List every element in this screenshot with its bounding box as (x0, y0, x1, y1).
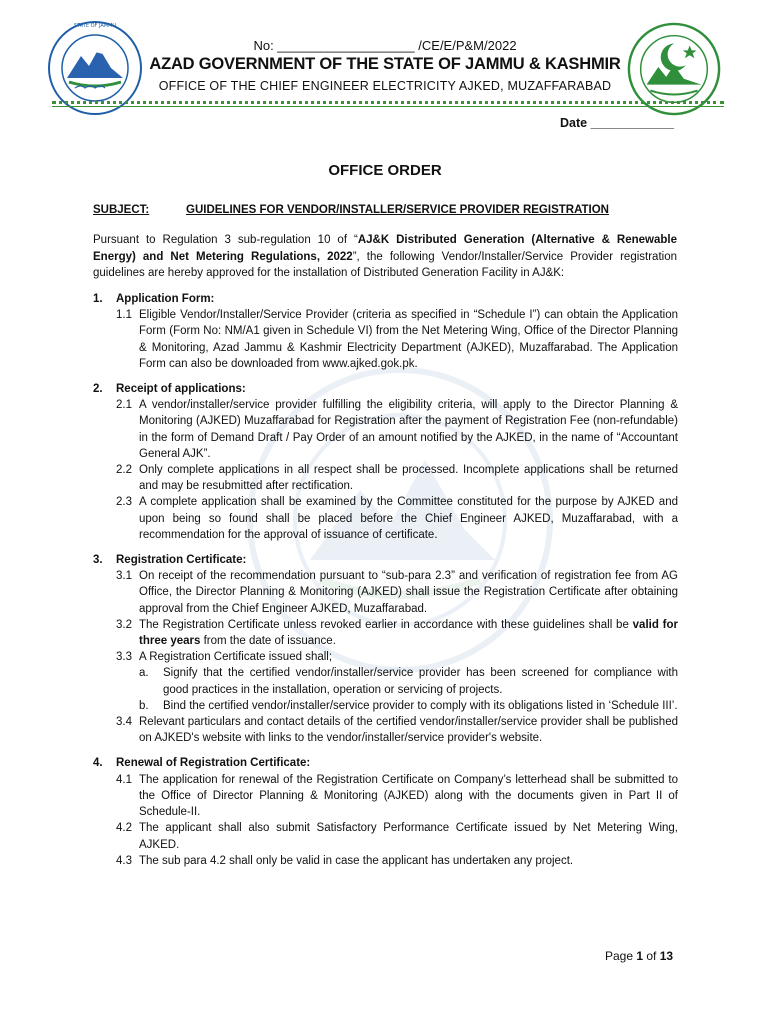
section-number: 2. (93, 383, 103, 396)
clause-text: The sub para 4.2 shall only be valid in case the applicant has undertaken any project. (139, 854, 574, 867)
page-of-label: of (643, 949, 660, 963)
intro-text-start: Pursuant to Regulation 3 sub-regulation 10 of “ (93, 234, 358, 246)
clause-text: Only complete applications in all respect shall be processed. Incomplete applications shall be returned and may be resubmitted after rectification. (139, 464, 678, 493)
section-title: Renewal of Registration Certificate: (116, 757, 311, 770)
section-number: 1. (93, 293, 103, 305)
clause (93, 820, 678, 852)
clause-text: On receipt of the recommendation pursuant to “sub-para 2.3” and verification of registration fee from AG Office, the Director Planning & Monitoring (AJKED) shall issue the Registration Certificate after obtaining approval from the Chief Engineer AJKED, Muzaffarabad. (139, 570, 678, 615)
clause-text-end: from the date of issuance. (200, 635, 336, 648)
clause-number: 3.1 (116, 570, 132, 583)
clause-text: Eligible Vendor/Installer/Service Provider (criteria as specified in “Schedule I”) can obtain the Application Form (Form No: NM/A1 given in Schedule VI) from the Net Metering Wing, Office of the Director Planning & Monitoring, Azad Jammu & Kashmir Electricity Department (AJKED), Muzaffarabad. The Application Form can also be downloaded from www.ajked.gok.pk. (139, 309, 678, 370)
intro-text-end: ”, the following Vendor/Installer/Service Provider registration guidelines are hereby approved for the installation of Distributed Generation Facility in AJ&K: (93, 250, 677, 279)
page-number (605, 949, 673, 963)
clause-text: A Registration Certificate issued shall; (139, 651, 333, 664)
clause (93, 714, 678, 746)
section-number: 3. (93, 554, 103, 567)
clause-text: The application for renewal of the Registration Certificate on Company’s letterhead shall be submitted to the Office of Director Planning & Monitoring (AJKED) along with the documents given in Part II of Schedule-II. (139, 773, 678, 819)
clause-number: 4.1 (116, 773, 132, 786)
section-heading (93, 755, 678, 771)
clause (93, 494, 678, 543)
section-heading (93, 381, 678, 397)
clause-number: 2.2 (116, 464, 132, 477)
clause-number: 1.1 (116, 309, 132, 322)
section-registration-certificate (93, 552, 678, 746)
clause-number: 4.2 (116, 822, 132, 835)
order-title: OFFICE ORDER (328, 162, 442, 179)
clause-number: 3.3 (116, 651, 132, 664)
clause-text-start: The Registration Certificate unless revoked earlier in accordance with these guidelines shall be (139, 618, 633, 631)
item-letter: b. (139, 699, 149, 712)
subject-label: SUBJECT: (93, 204, 150, 216)
section-renewal (93, 755, 678, 868)
list-item (93, 665, 678, 697)
clause (93, 307, 678, 372)
section-heading (93, 291, 678, 307)
clause-number: 3.2 (116, 618, 132, 631)
clause (93, 568, 678, 617)
svg-text:STATE OF JAMMU: STATE OF JAMMU (73, 23, 117, 29)
office-name: OFFICE OF THE CHIEF ENGINEER ELECTRICITY AJKED, MUZAFFARABAD (158, 79, 612, 93)
sections-list (93, 291, 678, 878)
clause (93, 462, 678, 494)
clause-text (139, 617, 678, 649)
intro-paragraph (93, 232, 677, 282)
header-divider-line (52, 106, 724, 107)
section-title: Application Form: (116, 293, 215, 305)
clause (93, 617, 678, 649)
item-letter: a. (139, 667, 149, 680)
section-application-form (93, 291, 678, 372)
clause-text: Relevant particulars and contact details of the certified vendor/installer/service provider shall be published on AJKED's website with links to the vendor/installer/service provider's website. (139, 716, 678, 745)
clause-number: 2.1 (116, 399, 132, 412)
government-title: AZAD GOVERNMENT OF THE STATE OF JAMMU & KASHMIR (149, 55, 621, 73)
clause-text: The applicant shall also submit Satisfactory Performance Certificate issued by Net Metering Wing, AJKED. (139, 822, 678, 851)
clause-text: A complete application shall be examined by the Committee constituted for the purpose by AJKED and upon being so found shall be placed before the Chief Engineer AJKED, Muzaffarabad, with a recommendation for the approval of issuance of certificate. (139, 496, 678, 541)
clause-text: A vendor/installer/service provider fulfilling the eligibility criteria, will apply to the Director Planning & Monitoring (AJKED) Muzaffarabad for Registration after the payment of Registration Fee (non-refundable) in the form of Demand Draft / Pay Order of an amount notified by the AJKED, in the name of “Accountant General AJK”. (139, 399, 678, 460)
header-divider (52, 101, 724, 104)
clause-number: 3.4 (116, 716, 132, 729)
section-title: Receipt of applications: (116, 383, 246, 396)
page-label: Page (605, 949, 637, 963)
clause (93, 853, 678, 869)
section-number: 4. (93, 757, 103, 770)
clause (93, 397, 678, 462)
clause (93, 772, 678, 821)
current-page: 1 (636, 949, 644, 963)
total-pages: 13 (659, 949, 674, 963)
date-field: Date ____________ (560, 116, 674, 130)
intro-regulation-title: AJ&K Distributed Generation (Alternative & Renewable Energy) and Net Metering Regulations, 2022 (93, 234, 677, 263)
section-heading (93, 552, 678, 568)
reference-number: No: ___________________ /CE/E/P&M/2022 (253, 38, 517, 53)
validity-period: valid for three years (139, 618, 678, 648)
item-text: Bind the certified vendor/installer/service provider to comply with its obligations listed in ‘Schedule III’. (163, 699, 678, 712)
item-text: Signify that the certified vendor/installer/service provider has been screened for compliance with good practices in the installation, operation or servicing of projects. (163, 667, 678, 696)
section-receipt-of-applications (93, 381, 678, 543)
section-title: Registration Certificate: (116, 554, 247, 567)
clause (93, 649, 678, 665)
clause-number: 2.3 (116, 496, 132, 509)
subject-text: GUIDELINES FOR VENDOR/INSTALLER/SERVICE PROVIDER REGISTRATION (186, 204, 609, 216)
list-item (93, 698, 678, 714)
clause-number: 4.3 (116, 854, 132, 867)
